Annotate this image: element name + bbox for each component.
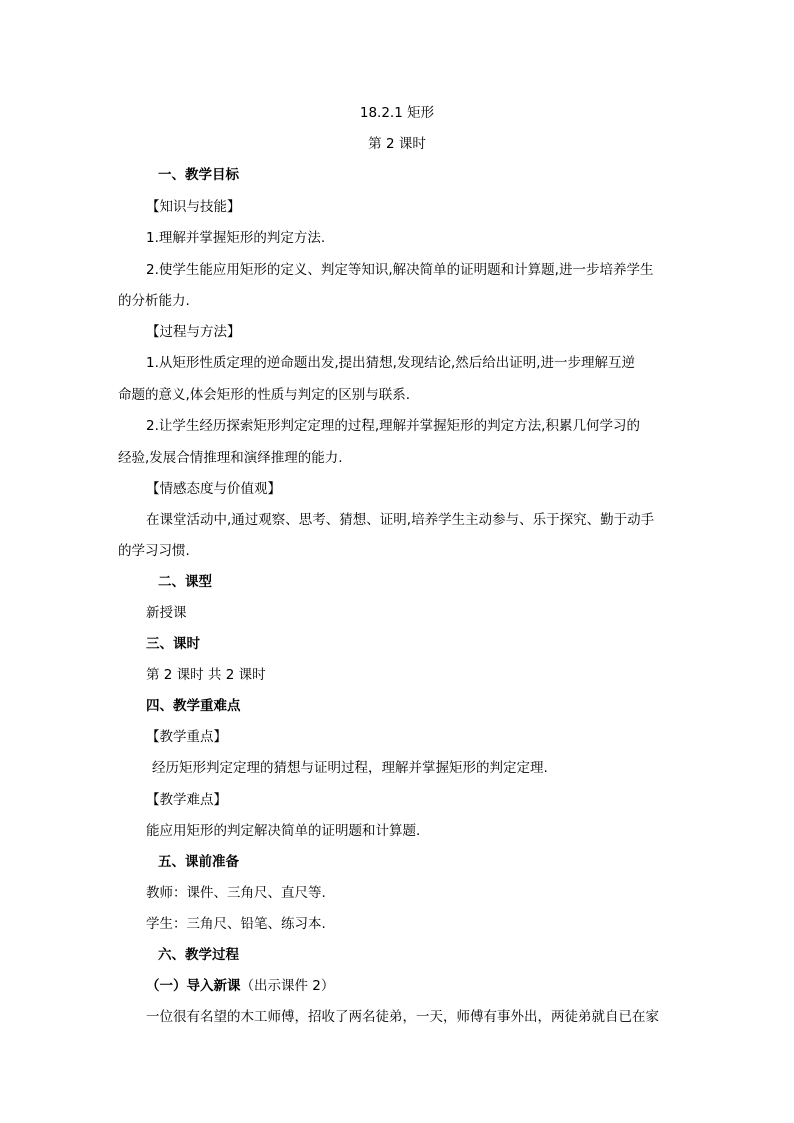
teacher-preparation: 教师：课件、三角尺、直尺等. [146,885,326,901]
process-label: 【过程与方法】 [146,324,241,340]
section-heading-lesson-type: 二、课型 [158,574,212,590]
section-heading-periods: 三、课时 [146,636,200,652]
subsection-intro [146,977,334,995]
knowledge-item-2-line-2: 的分析能力. [118,293,190,309]
document-title: 18.2.1 矩形 [359,105,435,121]
key-point-text: 经历矩形判定定理的猜想与证明过程，理解并掌握矩形的判定定理. [152,760,548,776]
difficulty-label: 【教学难点】 [146,792,227,808]
section-heading-objectives: 一、教学目标 [158,167,239,183]
student-preparation: 学生：三角尺、铅笔、练习本. [146,916,326,932]
difficulty-text: 能应用矩形的判定解决简单的证明题和计算题. [146,823,421,839]
process-item-2-line-1: 2.让学生经历探索矩形判定定理的过程,理解并掌握矩形的判定方法,积累几何学习的 [146,418,640,434]
emotion-text-line-1: 在课堂活动中,通过观察、思考、猜想、证明,培养学生主动参与、乐于探究、勤于动手 [146,512,655,528]
lesson-type-text: 新授课 [146,605,187,621]
lesson-subtitle: 第 2 课时 [368,136,426,152]
section-heading-key-points: 四、教学重难点 [146,698,241,714]
section-heading-preparation: 五、课前准备 [158,854,239,870]
knowledge-item-2-line-1: 2.使学生能应用矩形的定义、判定等知识,解决简单的证明题和计算题,进一步培养学生 [146,262,654,278]
process-item-2-line-2: 经验,发展合情推理和演绎推理的能力. [118,450,343,466]
emotion-label: 【情感态度与价值观】 [146,481,281,497]
section-heading-process: 六、教学过程 [158,947,239,963]
key-point-label: 【教学重点】 [146,729,227,745]
emotion-text-line-2: 的学习习惯. [118,543,190,559]
knowledge-item-1: 1.理解并掌握矩形的判定方法. [146,230,326,246]
story-paragraph-line-1: 一位很有名望的木工师傅，招收了两名徒弟，一天，师傅有事外出，两徒弟就自已在家 [146,1009,659,1025]
knowledge-label: 【知识与技能】 [146,199,241,215]
process-item-1-line-1: 1.从矩形性质定理的逆命题出发,提出猜想,发现结论,然后给出证明,进一步理解互逆 [146,355,636,371]
subsection-intro-title: （一）导入新课 [146,978,241,994]
subsection-intro-note: （出示课件 2） [240,978,335,994]
periods-text: 第 2 课时 共 2 课时 [146,667,266,683]
process-item-1-line-2: 命题的意义,体会矩形的性质与判定的区别与联系. [118,387,411,403]
